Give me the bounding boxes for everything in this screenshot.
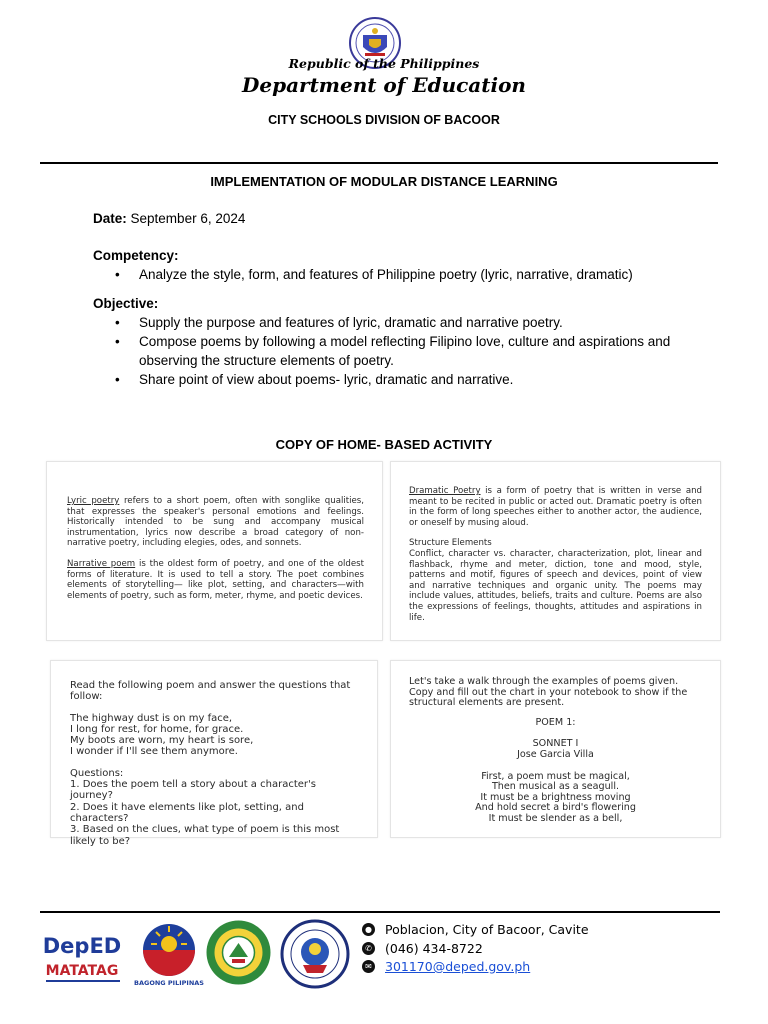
activity-heading: COPY OF HOME- BASED ACTIVITY xyxy=(275,437,493,452)
phone-line xyxy=(362,941,483,956)
competency-item: • Analyze the style, form, and features of Philippine poetry (lyric, narrative, dramatic) xyxy=(93,265,693,284)
school-logo xyxy=(277,919,353,989)
sonnet-lines xyxy=(409,772,702,825)
sonnet-line: It must be slender as a bell, xyxy=(488,812,623,824)
narrative-paragraph xyxy=(67,559,364,601)
address-text: Poblacion, City of Bacoor, Cavite xyxy=(385,922,589,937)
bagong-pilipinas-text: BAGONG PILIPINAS xyxy=(134,979,204,987)
lyric-paragraph xyxy=(67,496,364,549)
department-heading: Department of Education xyxy=(242,73,526,97)
sonnet-intro: Let's take a walk through the examples of poems given. Copy and fill out the chart in your notebook to show if the structural elements are present. xyxy=(409,676,688,709)
dramatic-term: Dramatic Poetry xyxy=(409,486,481,496)
bagong-pilipinas-logo xyxy=(134,920,204,988)
date-line xyxy=(93,211,245,226)
division-heading: CITY SCHOOLS DIVISION OF BACOOR xyxy=(268,113,500,127)
poem-stanza xyxy=(70,713,359,758)
deped-logo-text: DepED xyxy=(42,934,122,958)
date-label: Date: xyxy=(93,211,127,226)
division-logo xyxy=(205,919,272,986)
structure-heading: Structure Elements xyxy=(409,538,492,549)
email-icon: ✉ xyxy=(362,960,375,973)
objective-list xyxy=(93,313,683,389)
sonnet-line: And hold secret a bird's flowering xyxy=(475,802,636,814)
email-line xyxy=(362,959,530,974)
poem-line: The highway dust is on my face, xyxy=(70,712,233,724)
sonnet-author: Jose Garcia Villa xyxy=(517,748,594,760)
footer-divider xyxy=(40,911,720,913)
question-item: 3. Based on the clues, what type of poem is this most likely to be? xyxy=(70,824,340,847)
dramatic-card xyxy=(390,461,721,641)
address-line xyxy=(362,922,589,937)
sonnet-line: Then musical as a seagull. xyxy=(491,781,620,793)
poem-intro: Read the following poem and answer the questions that follow: xyxy=(70,680,351,703)
poem-line: I wonder if I'll see them anymore. xyxy=(70,746,238,758)
phone-text: (046) 434-8722 xyxy=(385,941,483,956)
questions-label: Questions: xyxy=(70,767,124,779)
sonnet-card xyxy=(390,660,721,838)
lyric-narrative-card xyxy=(46,461,383,641)
poem-label: POEM 1: xyxy=(535,716,576,728)
competency-heading: Competency: xyxy=(93,248,179,263)
sonnet-line: It must be a brightness moving xyxy=(480,791,631,803)
poem-line: I long for rest, for home, for grace. xyxy=(70,723,244,735)
phone-icon: ✆ xyxy=(362,942,375,955)
lyric-text: refers to a short poem, often with songlike qualities, that expresses the speaker's personal emotions and feelings. Historically intended to be sung and accompany musical instrumentation, lyrics now describe a broad category of non-narrative poetry, including elegies, odes, and sonnets. xyxy=(67,496,364,549)
dramatic-text: is a form of poetry that is written in verse and meant to be recited in public or acted out. Dramatic poetry is often in the form of long speeches either to another actor, the audience, or oneself by musing aloud. xyxy=(409,486,702,528)
sonnet-line: First, a poem must be magical, xyxy=(481,770,630,782)
matatag-logo-text: MATATAG xyxy=(45,963,119,979)
question-item: 1. Does the poem tell a story about a character's journey? xyxy=(70,779,316,802)
narrative-text: is the oldest form of poetry, and one of the oldest forms of literature. It is used to tell a story. The poet combines elements of storytelling— like plot, setting, and characters—with elements of poetry, such as form, meter, rhyme, and poetic devices. xyxy=(67,558,365,601)
date-value: September 6, 2024 xyxy=(130,211,246,226)
location-icon: ● xyxy=(362,923,375,936)
lyric-term: Lyric poetry xyxy=(67,496,120,506)
poem-line: My boots are worn, my heart is sore, xyxy=(70,735,254,747)
question-item: 2. Does it have elements like plot, setting, and characters? xyxy=(70,801,304,824)
document-title: IMPLEMENTATION OF MODULAR DISTANCE LEARNING xyxy=(210,174,558,189)
objective-item: • Compose poems by following a model reflecting Filipino love, culture and aspirations and observing the structure elements of poetry. xyxy=(93,332,683,370)
deped-matatag-logo xyxy=(42,928,126,988)
dramatic-paragraph xyxy=(409,486,702,528)
competency-list xyxy=(93,265,693,284)
objective-item: • Supply the purpose and features of lyric, dramatic and narrative poetry. xyxy=(93,313,683,332)
narrative-term: Narrative poem xyxy=(67,558,136,569)
republic-heading: Republic of the Philippines xyxy=(288,56,480,71)
structure-text: Conflict, character vs. character, characterization, plot, linear and flashback, rhyme and meter, diction, tone and mood, style, patterns and motif, figures of speech and devices, point of view and narrative techniques and organic unity. The poems may include values, attitudes, beliefs, traits and culture. Poems are also the expressions of feelings, thoughts, attitudes and aspirations in life. xyxy=(409,548,702,623)
objective-item: • Share point of view about poems- lyric, dramatic and narrative. xyxy=(93,370,683,389)
sonnet-title: SONNET I xyxy=(532,738,579,750)
poem-questions-card xyxy=(50,660,378,847)
email-link[interactable]: 301170@deped.gov.ph xyxy=(385,959,531,974)
objective-heading: Objective: xyxy=(93,296,159,311)
header-divider xyxy=(40,162,718,164)
